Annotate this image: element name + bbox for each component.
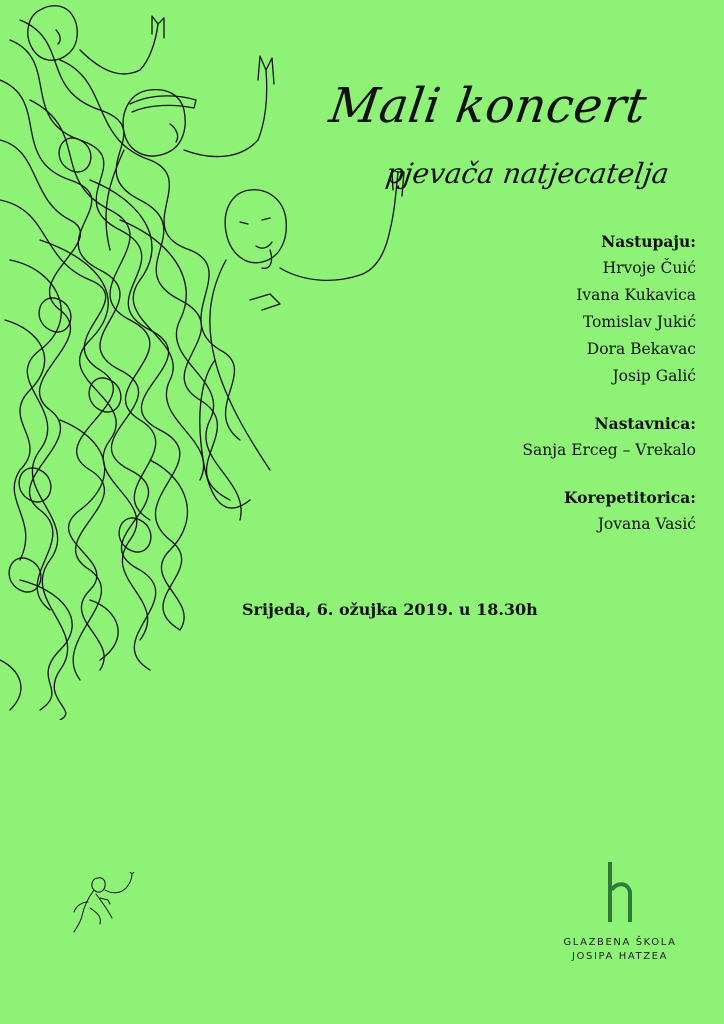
poster-title: Mali koncert [326, 78, 651, 134]
teacher-heading: Nastavnica: [594, 414, 696, 433]
performer-name: Ivana Kukavica [576, 286, 696, 304]
spacer [396, 464, 696, 484]
school-name-line2: JOSIPA HATZEA [571, 951, 669, 962]
performers-heading: Nastupaju: [601, 232, 696, 251]
concert-date-time: Srijeda, 6. ožujka 2019. u 18.30h [242, 600, 538, 619]
spacer [396, 390, 696, 410]
performer-name: Tomislav Jukić [582, 313, 696, 331]
teacher-name: Sanja Erceg – Vrekalo [522, 441, 696, 459]
school-logo [560, 860, 680, 980]
performer-name: Hrvoje Čuić [602, 259, 696, 277]
accompanist-name: Jovana Vasić [597, 515, 696, 533]
accompanist-heading: Korepetitorica: [564, 488, 696, 507]
poster-subtitle: pjevača natjecatelja [383, 157, 672, 190]
performer-name: Josip Galić [612, 367, 696, 385]
h-letter-icon [600, 860, 640, 924]
poster-credits [396, 228, 696, 538]
school-name-line1: GLAZBENA ŠKOLA [563, 937, 677, 948]
small-singer-sketch-icon [72, 872, 138, 936]
performer-name: Dora Bekavac [586, 340, 696, 358]
